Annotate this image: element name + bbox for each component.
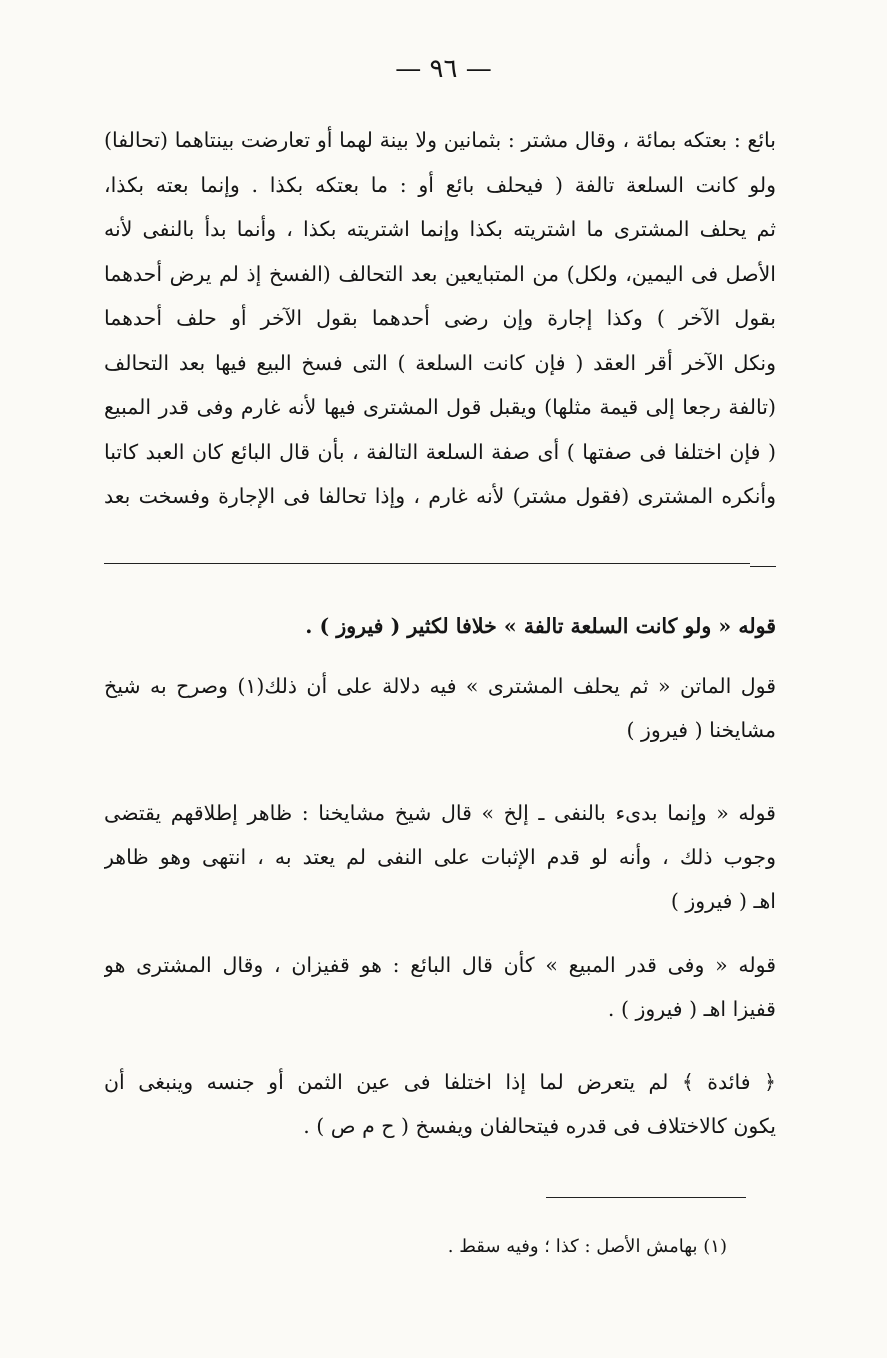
- commentary-line: قوله « ولو كانت السلعة تالفة » خلافا لكثير ( فيروز ) .: [305, 614, 776, 638]
- commentary-line: قفيزا اهـ ( فيروز ) .: [607, 997, 776, 1021]
- commentary-line: قول الماتن « ثم يحلف المشترى » فيه دلالة على أن ذلك(١) وصرح به شيخ: [104, 674, 776, 698]
- commentary-paragraph: [104, 664, 776, 752]
- commentary-paragraph: [104, 604, 776, 648]
- main-text-line: ونكل الآخر أقر العقد ( فإن كانت السلعة ) التى فسخ البيع فيها بعد التحالف: [104, 350, 776, 375]
- main-text-line: ثم يحلف المشترى ما اشتريته بكذا وإنما اشتريته بكذا ، وأنما بدأ بالنفى لأنه: [104, 217, 776, 241]
- commentary-line: اهـ ( فيروز ): [670, 889, 776, 913]
- commentary-line: يكون كالاختلاف فى قدره فيتحالفان ويفسخ ( ح م ص ) .: [303, 1114, 776, 1138]
- main-text-line: الأصل فى اليمين، ولكل) من المتبايعين بعد التحالف (الفسخ إذ لم يرض أحدهما: [104, 261, 776, 286]
- footnote-rule: [546, 1197, 746, 1198]
- main-text-line: (تالفة رجعا إلى قيمة مثلها) ويقبل قول المشترى فيها لأنه غارم وفى قدر المبيع: [104, 395, 776, 419]
- commentary-line: وجوب ذلك ، وأنه لو قدم الإثبات على النفى لم يعتد به ، انتهى وهو ظاهر: [104, 845, 776, 869]
- main-text-line: بائع : بعتكه بمائة ، وقال مشتر : بثمانين ولا بينة لهما أو تعارضت بينتاهما (تحالفا): [104, 128, 776, 152]
- section-divider: [104, 563, 750, 564]
- main-text-line: ( فإن اختلفا فى صفتها ) أى صفة السلعة التالفة ، بأن قال البائع كان العبد كاتبا: [104, 439, 776, 464]
- commentary-line: قوله « وإنما بدىء بالنفى ـ إلخ » قال شيخ مشايخنا : ظاهر إطلاقهم يقتضى: [104, 801, 776, 825]
- section-divider-tail: [750, 566, 776, 567]
- commentary-paragraph: [104, 791, 776, 923]
- main-text-line: ولو كانت السلعة تالفة ( فيحلف بائع أو : ما بعتكه بكذا . وإنما بعته بكذا،: [104, 172, 776, 197]
- commentary-paragraph: [104, 1060, 776, 1148]
- commentary-paragraph: [104, 943, 776, 1031]
- commentary-line: مشايخنا ( فيروز ): [626, 718, 776, 742]
- main-text-block: [104, 118, 776, 519]
- commentary-line: ﴿ فائدة ﴾ لم يتعرض لما إذا اختلفا فى عين الثمن أو جنسه وينبغى أن: [104, 1070, 776, 1094]
- main-text-line: بقول الآخر ) وكذا إجارة وإن رضى أحدهما بقول الآخر أو حلف أحدهما: [104, 306, 776, 330]
- main-text-line: وأنكره المشترى (فقول مشتر) لأنه غارم ، وإذا تحالفا فى الإجارة وفسخت بعد: [104, 484, 776, 508]
- footnote: (١) بهامش الأصل : كذا ؛ وفيه سقط .: [447, 1236, 727, 1257]
- page-number: — ٩٦ —: [395, 54, 492, 84]
- commentary-line: قوله « وفى قدر المبيع » كأن قال البائع : هو قفيزان ، وقال المشترى هو: [104, 953, 776, 977]
